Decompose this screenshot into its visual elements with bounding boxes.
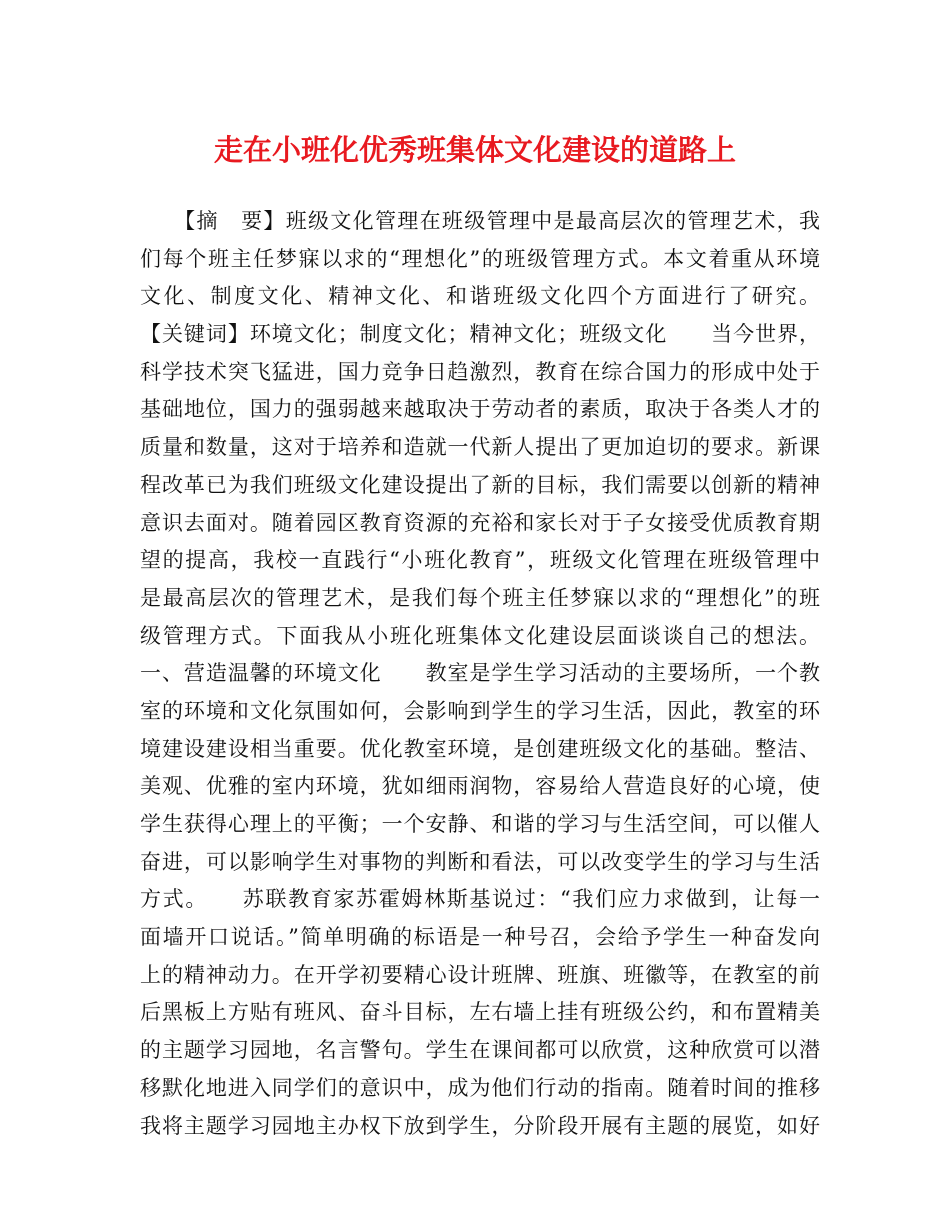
body-line: 【关键词】环境文化；制度文化；精神文化；班级文化 当今世界， xyxy=(140,322,820,347)
body-line: 面墙开口说话。”简单明确的标语是一种号召，会给予学生一种奋发向 xyxy=(140,925,820,950)
body-line: 上的精神动力。在开学初要精心设计班牌、班旗、班徽等，在教室的前 xyxy=(140,962,820,987)
body-line: 方式。 苏联教育家苏霍姆林斯基说过：“我们应力求做到，让每一 xyxy=(140,887,820,912)
body-line: 【摘 要】班级文化管理在班级管理中是最高层次的管理艺术，我 xyxy=(140,209,820,233)
body-line: 美观、优雅的室内环境，犹如细雨润物，容易给人营造良好的心境，使 xyxy=(140,774,820,799)
body-line: 室的环境和文化氛围如何，会影响到学生的学习生活，因此，教室的环 xyxy=(140,698,820,723)
body-line: 境建设建设相当重要。优化教室环境，是创建班级文化的基础。整洁、 xyxy=(140,736,820,761)
body-line: 的主题学习园地，名言警句。学生在课间都可以欣赏，这种欣赏可以潜 xyxy=(140,1038,820,1063)
body-line: 级管理方式。下面我从小班化班集体文化建设层面谈谈自己的想法。 xyxy=(140,623,820,648)
body-line: 质量和数量，这对于培养和造就一代新人提出了更加迫切的要求。新课 xyxy=(140,435,820,460)
body-line: 后黑板上方贴有班风、奋斗目标，左右墙上挂有班级公约，和布置精美 xyxy=(140,1000,820,1025)
body-line: 学生获得心理上的平衡；一个安静、和谐的学习与生活空间，可以催人 xyxy=(140,812,820,836)
body-line: 望的提高，我校一直践行“小班化教育”，班级文化管理在班级管理中 xyxy=(140,548,820,573)
body-line: 科学技术突飞猛进，国力竞争日趋激烈，教育在综合国力的形成中处于 xyxy=(140,359,820,384)
body-line: 文化、制度文化、精神文化、和谐班级文化四个方面进行了研究。 xyxy=(140,284,820,309)
document-title: 走在小班化优秀班集体文化建设的道路上 xyxy=(213,133,736,167)
body-line: 是最高层次的管理艺术，是我们每个班主任梦寐以求的“理想化”的班 xyxy=(140,585,820,610)
document-body xyxy=(140,203,820,1145)
body-line: 我将主题学习园地主办权下放到学生，分阶段开展有主题的展览，如好 xyxy=(140,1113,820,1138)
body-line: 们每个班主任梦寐以求的“理想化”的班级管理方式。本文着重从环境 xyxy=(140,246,820,271)
body-line: 意识去面对。随着园区教育资源的充裕和家长对于子女接受优质教育期 xyxy=(140,510,820,535)
body-line: 基础地位，国力的强弱越来越取决于劳动者的素质，取决于各类人才的 xyxy=(140,397,820,422)
body-line: 移默化地进入同学们的意识中，成为他们行动的指南。随着时间的推移 xyxy=(140,1075,820,1100)
body-line: 奋进，可以影响学生对事物的判断和看法，可以改变学生的学习与生活 xyxy=(140,849,820,874)
body-line: 一、营造温馨的环境文化 教室是学生学习活动的主要场所，一个教 xyxy=(140,661,820,686)
body-line: 程改革已为我们班级文化建设提出了新的目标，我们需要以创新的精神 xyxy=(140,472,820,497)
